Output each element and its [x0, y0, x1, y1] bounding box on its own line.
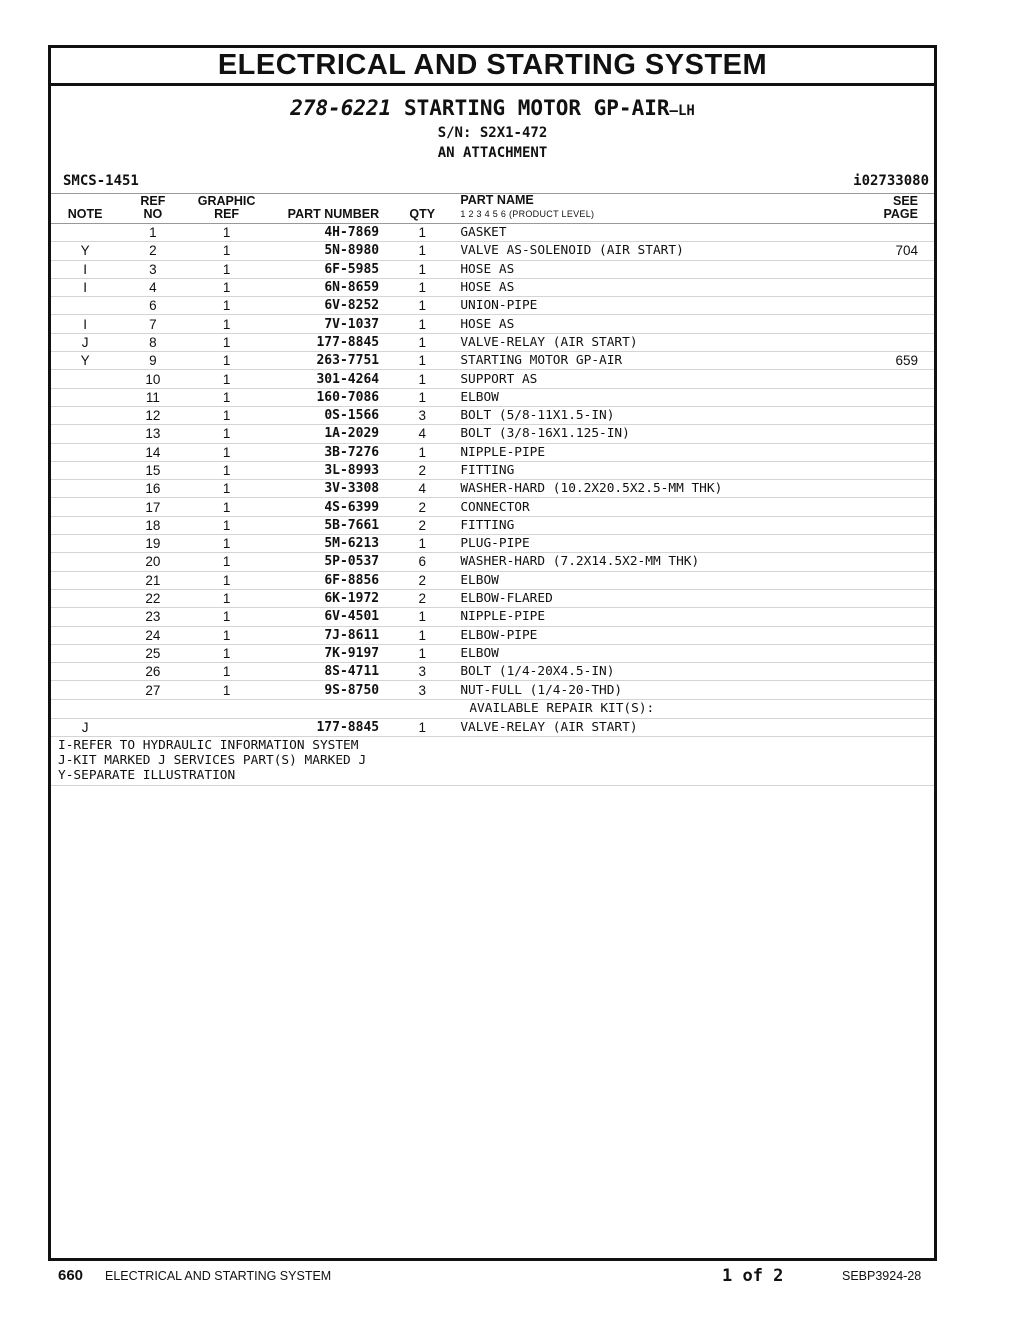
cell-note: [51, 571, 119, 589]
table-row: [51, 260, 934, 278]
empty-cell: [267, 699, 387, 718]
cell-part-number: 4H-7869: [267, 224, 387, 242]
illustration-id: i02733080: [853, 173, 929, 189]
cell-graphic-ref: 1: [186, 224, 266, 242]
cell-see-page: [859, 370, 934, 388]
cell-see-page: [859, 718, 934, 736]
cell-part-name: GASKET: [457, 224, 858, 242]
cell-see-page: [859, 333, 934, 351]
cell-graphic-ref: 1: [186, 242, 266, 260]
cell-part-name: ELBOW: [457, 388, 858, 406]
cell-note: [51, 480, 119, 498]
cell-part-number: 7J-8611: [267, 626, 387, 644]
cell-qty: 1: [387, 242, 457, 260]
cell-qty: 1: [387, 333, 457, 351]
cell-ref-no: 26: [119, 663, 186, 681]
cell-qty: 1: [387, 260, 457, 278]
cell-see-page: [859, 571, 934, 589]
cell-graphic-ref: 1: [186, 571, 266, 589]
kit-heading-row: [51, 699, 934, 718]
cell-graphic-ref: 1: [186, 297, 266, 315]
cell-part-name: BOLT (5/8-11X1.5-IN): [457, 406, 858, 424]
cell-qty: 1: [387, 297, 457, 315]
cell-note: J: [51, 333, 119, 351]
page-frame: [48, 45, 937, 1261]
cell-note: [51, 626, 119, 644]
cell-note: [51, 425, 119, 443]
cell-see-page: [859, 278, 934, 296]
cell-see-page: [859, 608, 934, 626]
cell-see-page: [859, 681, 934, 699]
cell-qty: 6: [387, 553, 457, 571]
table-row: [51, 388, 934, 406]
cell-part-number: 263-7751: [267, 352, 387, 370]
cell-part-name: NIPPLE-PIPE: [457, 443, 858, 461]
cell-note: I: [51, 315, 119, 333]
cell-part-number: 3B-7276: [267, 443, 387, 461]
cell-part-name: FITTING: [457, 461, 858, 479]
parts-table: [51, 193, 934, 737]
col-qty: QTY: [409, 207, 436, 221]
cell-see-page: [859, 443, 934, 461]
cell-part-number: 1A-2029: [267, 425, 387, 443]
cell-ref-no: 3: [119, 260, 186, 278]
cell-part-name: ELBOW: [457, 644, 858, 662]
table-row: [51, 516, 934, 534]
col-part-number: PART NUMBER: [287, 207, 380, 221]
cell-part-name: ELBOW: [457, 571, 858, 589]
cell-part-number: 9S-8750: [267, 681, 387, 699]
cell-part-number: 6N-8659: [267, 278, 387, 296]
cell-see-page: [859, 315, 934, 333]
table-row: [51, 443, 934, 461]
cell-qty: 1: [387, 352, 457, 370]
cell-note: I: [51, 278, 119, 296]
cell-see-page: [859, 535, 934, 553]
cell-note: [51, 535, 119, 553]
cell-qty: 1: [387, 315, 457, 333]
sheet-indicator: 1 of 2: [722, 1266, 784, 1286]
cell-qty: 2: [387, 461, 457, 479]
cell-part-name: BOLT (1/4-20X4.5-IN): [457, 663, 858, 681]
notes-block: [51, 737, 934, 786]
cell-part-number: 160-7086: [267, 388, 387, 406]
cell-qty: 1: [387, 626, 457, 644]
cell-note: [51, 224, 119, 242]
cell-graphic-ref: 1: [186, 425, 266, 443]
cell-qty: 3: [387, 681, 457, 699]
cell-part-number: 5M-6213: [267, 535, 387, 553]
cell-graphic-ref: 1: [186, 626, 266, 644]
group-name: STARTING MOTOR GP-AIR: [404, 96, 670, 120]
note-line: I-REFER TO HYDRAULIC INFORMATION SYSTEM: [58, 738, 359, 754]
cell-ref-no: [119, 718, 186, 736]
section-title: ELECTRICAL AND STARTING SYSTEM: [51, 48, 934, 86]
table-row: [51, 553, 934, 571]
table-row: [51, 608, 934, 626]
table-row: [51, 461, 934, 479]
cell-graphic-ref: 1: [186, 535, 266, 553]
cell-part-number: 0S-1566: [267, 406, 387, 424]
cell-part-number: 8S-4711: [267, 663, 387, 681]
cell-ref-no: 11: [119, 388, 186, 406]
cell-see-page: 659: [859, 352, 934, 370]
cell-part-number: 7K-9197: [267, 644, 387, 662]
cell-see-page: [859, 406, 934, 424]
cell-qty: 2: [387, 589, 457, 607]
group-suffix: —LH: [669, 103, 695, 119]
cell-ref-no: 6: [119, 297, 186, 315]
cell-note: [51, 388, 119, 406]
cell-see-page: [859, 626, 934, 644]
cell-note: I: [51, 260, 119, 278]
col-ref-no: REF NO: [140, 194, 166, 221]
cell-ref-no: 10: [119, 370, 186, 388]
cell-part-name: NUT-FULL (1/4-20-THD): [457, 681, 858, 699]
table-row: [51, 571, 934, 589]
table-row: [51, 278, 934, 296]
cell-ref-no: 9: [119, 352, 186, 370]
table-row: [51, 498, 934, 516]
table-row: [51, 681, 934, 699]
note-line: Y-SEPARATE ILLUSTRATION: [58, 768, 236, 784]
cell-ref-no: 4: [119, 278, 186, 296]
cell-part-name: WASHER-HARD (10.2X20.5X2.5-MM THK): [457, 480, 858, 498]
table-row: [51, 297, 934, 315]
kit-heading: AVAILABLE REPAIR KIT(S):: [457, 699, 858, 718]
cell-graphic-ref: 1: [186, 589, 266, 607]
cell-ref-no: 1: [119, 224, 186, 242]
cell-graphic-ref: [186, 718, 266, 736]
table-row: [51, 352, 934, 370]
cell-part-number: 5P-0537: [267, 553, 387, 571]
cell-graphic-ref: 1: [186, 406, 266, 424]
cell-part-number: 6F-8856: [267, 571, 387, 589]
cell-see-page: [859, 297, 934, 315]
cell-note: [51, 608, 119, 626]
cell-ref-no: 8: [119, 333, 186, 351]
group-number: 278-6221: [290, 96, 392, 120]
cell-part-name: HOSE AS: [457, 315, 858, 333]
cell-see-page: [859, 498, 934, 516]
cell-ref-no: 27: [119, 681, 186, 699]
cell-qty: 1: [387, 608, 457, 626]
cell-qty: 1: [387, 224, 457, 242]
cell-part-name: WASHER-HARD (7.2X14.5X2-MM THK): [457, 553, 858, 571]
cell-part-name: FITTING: [457, 516, 858, 534]
empty-cell: [186, 699, 266, 718]
cell-part-name: NIPPLE-PIPE: [457, 608, 858, 626]
cell-graphic-ref: 1: [186, 370, 266, 388]
cell-graphic-ref: 1: [186, 461, 266, 479]
cell-note: [51, 553, 119, 571]
page-footer: [0, 1267, 1020, 1287]
cell-ref-no: 14: [119, 443, 186, 461]
cell-note: [51, 443, 119, 461]
col-graphic-ref: GRAPHIC REF: [197, 194, 256, 221]
table-row: [51, 718, 934, 736]
cell-part-number: 6K-1972: [267, 589, 387, 607]
cell-ref-no: 22: [119, 589, 186, 607]
cell-graphic-ref: 1: [186, 498, 266, 516]
table-row: [51, 626, 934, 644]
cell-ref-no: 24: [119, 626, 186, 644]
cell-note: [51, 461, 119, 479]
cell-ref-no: 17: [119, 498, 186, 516]
cell-note: [51, 516, 119, 534]
cell-ref-no: 25: [119, 644, 186, 662]
cell-see-page: [859, 553, 934, 571]
empty-cell: [387, 699, 457, 718]
note-line: J-KIT MARKED J SERVICES PART(S) MARKED J: [58, 753, 367, 769]
cell-see-page: [859, 589, 934, 607]
cell-part-name: ELBOW-PIPE: [457, 626, 858, 644]
cell-part-name: UNION-PIPE: [457, 297, 858, 315]
cell-qty: 2: [387, 516, 457, 534]
cell-qty: 2: [387, 571, 457, 589]
cell-part-number: 5N-8980: [267, 242, 387, 260]
cell-qty: 1: [387, 644, 457, 662]
cell-note: [51, 498, 119, 516]
attachment-note: AN ATTACHMENT: [437, 145, 548, 161]
cell-part-number: 3V-3308: [267, 480, 387, 498]
cell-part-name: VALVE-RELAY (AIR START): [457, 333, 858, 351]
cell-ref-no: 18: [119, 516, 186, 534]
cell-qty: 3: [387, 663, 457, 681]
cell-note: [51, 297, 119, 315]
cell-graphic-ref: 1: [186, 663, 266, 681]
serial-number: S/N: S2X1-472: [437, 125, 548, 141]
cell-ref-no: 16: [119, 480, 186, 498]
cell-graphic-ref: 1: [186, 260, 266, 278]
cell-ref-no: 12: [119, 406, 186, 424]
cell-qty: 3: [387, 406, 457, 424]
cell-ref-no: 19: [119, 535, 186, 553]
table-row: [51, 406, 934, 424]
cell-note: Y: [51, 242, 119, 260]
cell-part-name: HOSE AS: [457, 260, 858, 278]
table-row: [51, 242, 934, 260]
cell-ref-no: 21: [119, 571, 186, 589]
cell-qty: 1: [387, 535, 457, 553]
cell-ref-no: 15: [119, 461, 186, 479]
cell-graphic-ref: 1: [186, 352, 266, 370]
code-line: [51, 171, 934, 193]
cell-see-page: [859, 425, 934, 443]
cell-graphic-ref: 1: [186, 480, 266, 498]
cell-note: [51, 406, 119, 424]
cell-ref-no: 20: [119, 553, 186, 571]
cell-ref-no: 2: [119, 242, 186, 260]
cell-graphic-ref: 1: [186, 388, 266, 406]
cell-note: [51, 589, 119, 607]
empty-cell: [51, 699, 119, 718]
cell-qty: 1: [387, 370, 457, 388]
col-see-page: SEE PAGE: [883, 194, 918, 221]
cell-part-number: 6V-4501: [267, 608, 387, 626]
footer-system: ELECTRICAL AND STARTING SYSTEM: [105, 1269, 332, 1283]
cell-see-page: [859, 663, 934, 681]
cell-graphic-ref: 1: [186, 333, 266, 351]
cell-graphic-ref: 1: [186, 278, 266, 296]
table-row: [51, 480, 934, 498]
cell-part-number: 4S-6399: [267, 498, 387, 516]
cell-qty: 1: [387, 388, 457, 406]
cell-graphic-ref: 1: [186, 315, 266, 333]
cell-part-number: 3L-8993: [267, 461, 387, 479]
cell-graphic-ref: 1: [186, 443, 266, 461]
cell-note: [51, 370, 119, 388]
cell-see-page: [859, 388, 934, 406]
page-number: 660: [58, 1267, 84, 1284]
cell-note: [51, 644, 119, 662]
empty-cell: [859, 699, 934, 718]
cell-part-name: BOLT (3/8-16X1.125-IN): [457, 425, 858, 443]
cell-graphic-ref: 1: [186, 644, 266, 662]
document-number: SEBP3924-28: [842, 1269, 922, 1283]
product-level-scale: 1 2 3 4 5 6 (PRODUCT LEVEL): [460, 209, 595, 219]
empty-cell: [119, 699, 186, 718]
cell-qty: 4: [387, 480, 457, 498]
table-header: [51, 194, 934, 224]
cell-qty: 2: [387, 498, 457, 516]
table-row: [51, 333, 934, 351]
cell-ref-no: 23: [119, 608, 186, 626]
table-row: [51, 370, 934, 388]
table-row: [51, 315, 934, 333]
cell-part-name: VALVE AS-SOLENOID (AIR START): [457, 242, 858, 260]
cell-ref-no: 7: [119, 315, 186, 333]
cell-part-number: 177-8845: [267, 718, 387, 736]
table-row: [51, 535, 934, 553]
cell-part-number: 6V-8252: [267, 297, 387, 315]
cell-part-name: STARTING MOTOR GP-AIR: [457, 352, 858, 370]
cell-see-page: [859, 480, 934, 498]
cell-part-name: ELBOW-FLARED: [457, 589, 858, 607]
table-row: [51, 589, 934, 607]
cell-graphic-ref: 1: [186, 608, 266, 626]
cell-graphic-ref: 1: [186, 516, 266, 534]
cell-graphic-ref: 1: [186, 553, 266, 571]
cell-part-number: 7V-1037: [267, 315, 387, 333]
cell-graphic-ref: 1: [186, 681, 266, 699]
cell-note: [51, 681, 119, 699]
table-row: [51, 224, 934, 242]
cell-qty: 1: [387, 443, 457, 461]
cell-part-name: VALVE-RELAY (AIR START): [457, 718, 858, 736]
cell-part-number: 5B-7661: [267, 516, 387, 534]
table-row: [51, 425, 934, 443]
table-row: [51, 644, 934, 662]
cell-ref-no: 13: [119, 425, 186, 443]
cell-see-page: [859, 516, 934, 534]
cell-see-page: [859, 260, 934, 278]
cell-part-number: 301-4264: [267, 370, 387, 388]
cell-note: J: [51, 718, 119, 736]
group-title: [51, 96, 934, 123]
cell-part-name: PLUG-PIPE: [457, 535, 858, 553]
col-part-name: PART NAME 1 2 3 4 5 6 (PRODUCT LEVEL): [460, 193, 595, 219]
cell-see-page: [859, 461, 934, 479]
cell-part-name: HOSE AS: [457, 278, 858, 296]
col-note: NOTE: [67, 207, 103, 221]
cell-see-page: [859, 224, 934, 242]
cell-see-page: 704: [859, 242, 934, 260]
smcs-code: SMCS-1451: [63, 173, 139, 189]
cell-note: Y: [51, 352, 119, 370]
cell-note: [51, 663, 119, 681]
cell-part-name: CONNECTOR: [457, 498, 858, 516]
cell-part-number: 6F-5985: [267, 260, 387, 278]
cell-see-page: [859, 644, 934, 662]
cell-qty: 1: [387, 718, 457, 736]
cell-part-name: SUPPORT AS: [457, 370, 858, 388]
cell-qty: 4: [387, 425, 457, 443]
cell-qty: 1: [387, 278, 457, 296]
table-row: [51, 663, 934, 681]
cell-part-number: 177-8845: [267, 333, 387, 351]
